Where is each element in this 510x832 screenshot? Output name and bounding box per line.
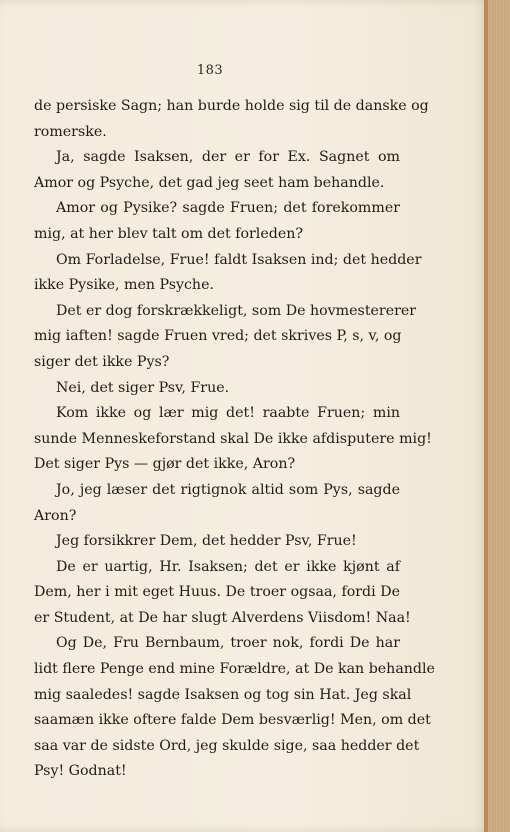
text-line: mig iaften! sagde Fruen vred; det skrives P, s, v, og <box>34 328 402 345</box>
text-line: romerske. <box>34 123 107 140</box>
text-line: Aron? <box>34 507 77 524</box>
text-line: Ja, sagde Isaksen, der er for Ex. Sagnet om <box>56 149 400 166</box>
text-line: Det er dog forskrækkeligt, som De hovmestererer <box>56 302 417 319</box>
text-line: Amor og Pysike? sagde Fruen; det forekommer <box>56 200 400 217</box>
text-line: Jo, jeg læser det rigtignok altid som Pys, sagde <box>56 481 400 498</box>
book-page-edge <box>488 0 510 832</box>
text-line: ikke Pysike, men Psyche. <box>34 277 214 294</box>
text-line: saa var de sidste Ord, jeg skulde sige, saa hedder det <box>34 737 420 754</box>
body-text <box>34 94 435 785</box>
text-line: Om Forladelse, Frue! faldt Isaksen ind; det hedder <box>56 251 422 268</box>
text-line: Kom ikke og lær mig det! raabte Fruen; min <box>56 405 400 422</box>
text-line: De er uartig, Hr. Isaksen; det er ikke kjønt af <box>56 558 400 575</box>
text-line: saamæn ikke oftere falde Dem besværlig! Men, om det <box>34 712 431 729</box>
text-line: Psy! Godnat! <box>34 763 127 780</box>
text-line: Og De, Fru Bernbaum, troer nok, fordi De har <box>56 635 400 652</box>
text-line: Det siger Pys — gjør det ikke, Aron? <box>34 456 296 473</box>
text-line: mig, at her blev talt om det forleden? <box>34 225 303 242</box>
text-line: Jeg forsikkrer Dem, det hedder Psv, Frue! <box>56 533 357 550</box>
text-line: er Student, at De har slugt Alverdens Viisdom! Naa! <box>34 609 411 626</box>
text-line: de persiske Sagn; han burde holde sig til de danske og <box>34 98 429 114</box>
text-line: siger det ikke Pys? <box>34 353 170 370</box>
text-line: mig saaledes! sagde Isaksen og tog sin Hat. Jeg skal <box>34 686 412 703</box>
text-line: lidt flere Penge end mine Forældre, at De kan behandle <box>34 661 435 678</box>
text-line: Amor og Psyche, det gad jeg seet ham behandle. <box>34 174 385 191</box>
text-line: sunde Menneskeforstand skal De ikke afdisputere mig! <box>34 430 432 447</box>
text-line: Nei, det siger Psv, Frue. <box>56 379 230 396</box>
text-line: Dem, her i mit eget Huus. De troer ogsaa, fordi De <box>34 584 400 601</box>
page-number: 183 <box>196 63 224 78</box>
